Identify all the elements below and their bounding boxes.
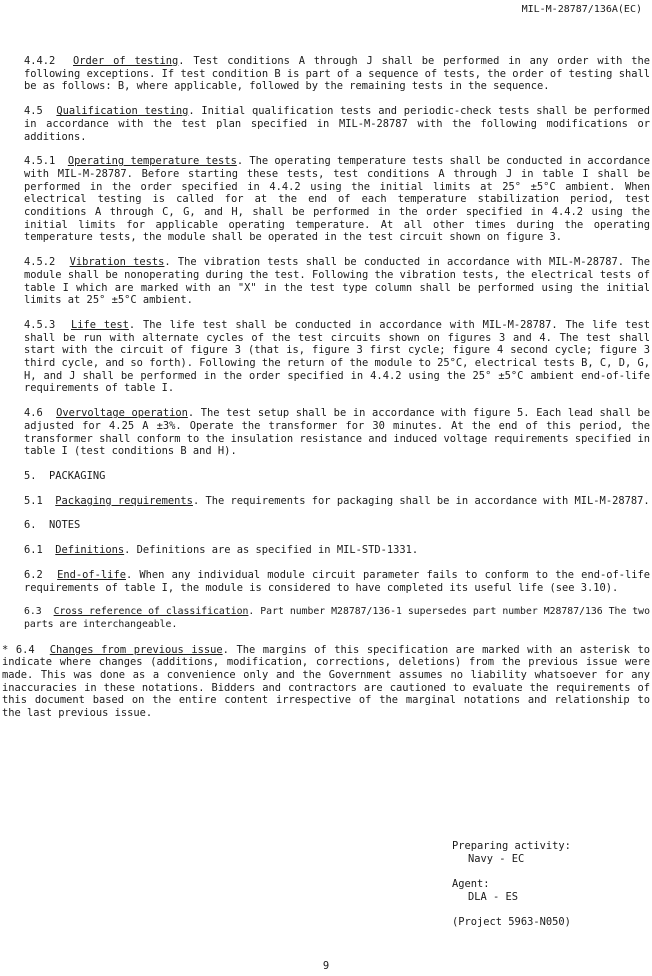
section-title: Changes from previous issue xyxy=(49,643,223,656)
section-text: . Part number M28787/136-1 supersedes part number M28787/136 The two parts are interchangeable. xyxy=(24,606,650,630)
section-number: 6.1 xyxy=(24,544,43,557)
section-number: 6. xyxy=(24,519,37,532)
section-6-heading xyxy=(2,519,650,532)
section-title: Order of testing xyxy=(73,55,179,67)
section-title: Qualification testing xyxy=(56,105,189,118)
section-text: . The life test shall be conducted in accordance with MIL-M-28787. The life test shall be run with alternate cycles of the test circuits shown on figures 3 and 4. The test shall start with the circuit of figure 3 (that is, figure 3 first cycle; figure 4 second cycle; figure 3 third cycle, and so forth). Following the return of the module to 25°C, electrical tests B, C, D, G, H, and J shall be performed in the order specified in 4.4.2 using the 25° ±5°C ambient end-of-life requirements of table I. xyxy=(24,318,650,395)
section-heading-text: NOTES xyxy=(49,519,81,532)
section-4-5-1 xyxy=(2,155,650,244)
section-number: 6.3 xyxy=(24,606,42,618)
section-6-2 xyxy=(2,569,650,594)
section-number: 4.5.1 xyxy=(24,155,56,168)
section-number: 4.5.2 xyxy=(24,256,56,269)
agent-label: Agent: xyxy=(452,878,490,890)
section-number: 4.4.2 xyxy=(24,55,56,67)
section-text: . The vibration tests shall be conducted in accordance with MIL-M-28787. The module shall be nonoperating during the test. Following the vibration tests, the electrical tests of table I which are marked with an "X" in the test type column shall be performed using the initial limits at 25° ±5°C ambient. xyxy=(24,256,650,307)
document-id: MIL-M-28787/136A(EC) xyxy=(521,4,642,15)
section-title: Operating temperature tests xyxy=(67,155,237,168)
preparing-activity-value: Navy - EC xyxy=(468,853,525,865)
section-number: 4.6 xyxy=(24,407,43,420)
section-4-5-3 xyxy=(2,319,650,395)
section-title: Vibration tests xyxy=(69,256,165,269)
section-text: . When any individual module circuit parameter fails to conform to the end-of-life requirements of table I, the module is considered to have completed its useful life (see 3.10). xyxy=(24,568,650,594)
section-5-1 xyxy=(2,495,650,508)
section-4-5 xyxy=(2,105,650,143)
preparing-activity-label: Preparing activity: xyxy=(452,840,571,852)
project-number: (Project 5963-N050) xyxy=(452,916,571,928)
section-title: Packaging requirements xyxy=(55,494,193,507)
section-number: 5.1 xyxy=(24,494,43,507)
section-6-3 xyxy=(2,606,650,631)
section-number: * 6.4 xyxy=(2,643,35,656)
section-title: Overvoltage operation xyxy=(56,407,188,420)
section-number: 5. xyxy=(24,469,37,482)
section-text: . Definitions are as specified in MIL-STD-1331. xyxy=(124,544,419,557)
section-title: Cross reference of classification xyxy=(53,606,249,618)
section-6-1 xyxy=(2,544,650,557)
section-text: . The margins of this specification are marked with an asterisk to indicate where changes (additions, modification, corrections, deletions) from the previous issue were made. This was done as a convenience only and the Government assumes no liability whatsoever for any inaccuracies in these notations. Bidders and contractors are cautioned to evaluate the requirements of this document based on the entire content irrespective of the marginal notations and relationship to the last previous issue. xyxy=(2,643,650,720)
section-number: 4.5.3 xyxy=(24,318,56,331)
section-number: 4.5 xyxy=(24,105,43,118)
section-text: . Test conditions A through J shall be performed in any order with the following exceptions. If test condition B is part of a sequence of tests, the order of testing shall be as follows: B, where applicable, followed by the remaining tests in the sequence. xyxy=(24,55,650,93)
page-number: 9 xyxy=(322,960,330,972)
signature-block xyxy=(452,840,571,929)
section-title: Definitions xyxy=(55,544,125,557)
section-6-4 xyxy=(2,644,650,720)
section-text: . The operating temperature tests shall be conducted in accordance with MIL-M-28787. Before starting these tests, test conditions A through J in table I shall be performed in the order specified in 4.4.2 using the initial limits at 25° ±5°C ambient. When electrical testing is called for at the end of each temperature stabilization period, test conditions A through C, G, and H, shall be performed in the order specified in 4.4.2 using the initial limits for applicable operating temperature. At all other times during the operating temperature tests, the module shall be operated in the test circuit shown on figure 3. xyxy=(24,155,650,244)
section-title: End-of-life xyxy=(57,568,126,581)
document-body xyxy=(2,55,650,732)
section-text: . Initial qualification tests and periodic-check tests shall be performed in accordance with the test plan specified in MIL-M-28787 with the following modifications or additions. xyxy=(24,105,651,143)
section-text: . The requirements for packaging shall be in accordance with MIL-M-28787. xyxy=(192,494,650,507)
section-number: 6.2 xyxy=(24,568,43,581)
section-text: . The test setup shall be in accordance with figure 5. Each lead shall be adjusted for 4.25 A ±3%. Operate the transformer for 30 minutes. At the end of this period, the transformer shall conform to the insulation resistance and induced voltage requirements specified in table I (test conditions B and H). xyxy=(24,407,650,458)
section-4-6 xyxy=(2,407,650,458)
section-4-5-2 xyxy=(2,256,650,307)
section-4-4-2 xyxy=(2,55,650,93)
section-heading-text: PACKAGING xyxy=(49,469,106,482)
section-title: Life test xyxy=(70,318,129,331)
agent-value: DLA - ES xyxy=(468,891,519,903)
section-5-heading xyxy=(2,470,650,483)
